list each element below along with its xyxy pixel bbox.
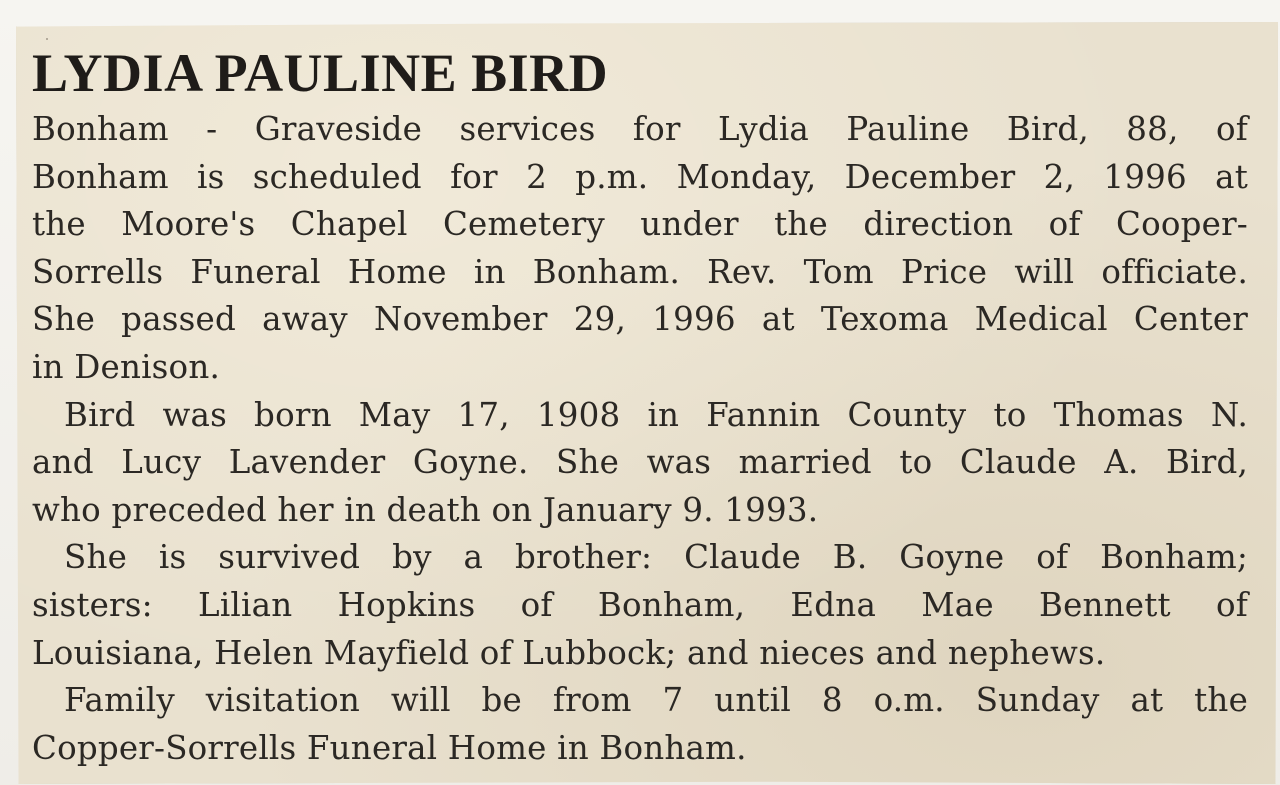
obituary-paragraph-services bbox=[32, 106, 1248, 392]
text-line: She passed away November 29, 1996 at Texoma Medical Center bbox=[32, 300, 1248, 339]
text-line: Bird was born May 17, 1908 in Fannin County to Thomas N. bbox=[64, 395, 1248, 434]
text-line: Bonham - Graveside services for Lydia Pauline Bird, 88, of bbox=[32, 110, 1248, 148]
text-line: Bonham is scheduled for 2 p.m. Monday, December 2, 1996 at bbox=[32, 157, 1248, 196]
obituary-paragraph-visitation bbox=[32, 677, 1248, 772]
text-line: Copper-Sorrells Funeral Home in Bonham. bbox=[32, 728, 747, 767]
text-line: She is survived by a brother: Claude B. Goyne of Bonham; bbox=[64, 538, 1248, 577]
text-line: the Moore's Chapel Cemetery under the direction of Cooper- bbox=[32, 205, 1248, 244]
obituary-article bbox=[32, 40, 1248, 772]
text-line: who preceded her in death on January 9. 1993. bbox=[32, 490, 819, 529]
text-line: sisters: Lilian Hopkins of Bonham, Edna Mae Bennett of bbox=[32, 585, 1248, 624]
obituary-paragraph-survivors bbox=[32, 534, 1248, 677]
text-line: Sorrells Funeral Home in Bonham. Rev. Tom Price will officiate. bbox=[32, 252, 1248, 291]
text-line: and Lucy Lavender Goyne. She was married to Claude A. Bird, bbox=[32, 443, 1248, 482]
text-line: in Denison. bbox=[32, 347, 220, 386]
text-line: Family visitation will be from 7 until 8 o.m. Sunday at the bbox=[64, 681, 1248, 720]
text-line: Louisiana, Helen Mayfield of Lubbock; and nieces and nephews. bbox=[32, 633, 1106, 672]
obituary-paragraph-birth bbox=[32, 392, 1248, 535]
obituary-headline: LYDIA PAULINE BIRD bbox=[32, 43, 609, 103]
